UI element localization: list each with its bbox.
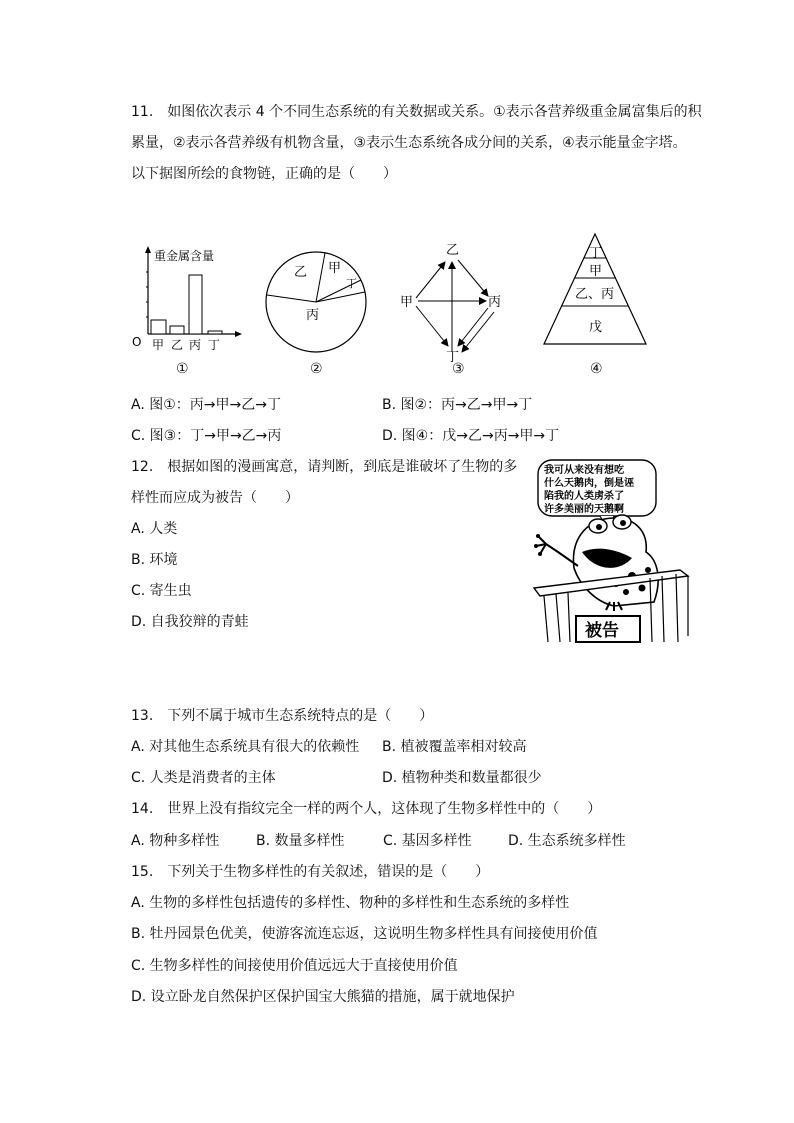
bubble-line-2: 什么天鹅肉，倒是诬	[544, 478, 634, 489]
x-tick-yi: 乙	[171, 338, 184, 352]
arrow-jia-to-ding	[416, 306, 448, 346]
y-axis-arrow	[145, 246, 151, 253]
q15-option-c[interactable]: C. 生物多样性的间接使用价值远远大于直接使用价值	[131, 958, 458, 974]
node-yi: 乙	[446, 243, 460, 258]
node-jia: 甲	[400, 295, 414, 310]
q11-stem-line-2: 累量，②表示各营养级有机物含量，③表示生态系统各成分间的关系，④表示能量金字塔。	[131, 135, 687, 151]
pyramid-level-yi-bing: 乙、丙	[575, 287, 615, 302]
q11-option-b[interactable]: B. 图②：丙→乙→甲→丁	[382, 397, 533, 413]
figure-3-ecosystem-relations	[396, 240, 506, 362]
q13-option-c[interactable]: C. 人类是消费者的主体	[131, 770, 276, 786]
bubble-line-3: 陷我的人类虏杀了	[544, 491, 624, 502]
y-axis-label: 重金属含量	[154, 249, 215, 263]
x-tick-ding: 丁	[208, 338, 221, 352]
q12-stem-line-1: 12. 根据如图的漫画寓意，请判断，到底是谁破坏了生物的多	[131, 459, 518, 475]
q14-option-b[interactable]: B. 数量多样性	[256, 833, 345, 849]
slice-label-bing: 丙	[306, 308, 320, 323]
pyramid-level-ding: 丁	[589, 246, 603, 261]
bar-jia	[151, 320, 166, 334]
q14-stem: 14. 世界上没有指纹完全一样的两个人，这体现了生物多样性中的（ ）	[131, 801, 602, 817]
q12-option-b[interactable]: B. 环境	[131, 552, 178, 568]
q14-option-a[interactable]: A. 物种多样性	[131, 833, 220, 849]
q12-stem-line-2: 样性而应成为被告（ ）	[131, 490, 299, 506]
figure-4-caption: ④	[590, 361, 603, 377]
slice-label-jia: 甲	[328, 261, 342, 276]
q15-option-a[interactable]: A. 生物的多样性包括遗传的多样性、物种的多样性和生态系统的多样性	[131, 895, 570, 911]
q11-option-c[interactable]: C. 图③：丁→甲→乙→丙	[131, 428, 282, 444]
q15-option-d[interactable]: D. 设立卧龙自然保护区保护国宝大熊猫的措施，属于就地保护	[131, 989, 515, 1005]
q14-option-c[interactable]: C. 基因多样性	[383, 833, 472, 849]
arrow-jia-to-yi	[416, 262, 445, 298]
origin-label: O	[132, 335, 142, 349]
q13-option-b[interactable]: B. 植被覆盖率相对较高	[382, 739, 527, 755]
figure-1-heavy-metal-bar-chart	[128, 242, 246, 357]
x-tick-jia: 甲	[152, 338, 165, 352]
q12-option-c[interactable]: C. 寄生虫	[131, 583, 192, 599]
slice-label-yi: 乙	[294, 265, 308, 280]
x-tick-bing: 丙	[189, 338, 202, 352]
node-bing: 丙	[488, 295, 502, 310]
bubble-line-1: 我可从来没有想吃	[544, 465, 624, 476]
q11-option-a[interactable]: A. 图①：丙→甲→乙→丁	[131, 397, 281, 413]
q15-option-b[interactable]: B. 牡丹园景色优美，使游客流连忘返，这说明生物多样性具有间接使用价值	[131, 926, 598, 942]
figure-3-caption: ③	[452, 361, 465, 377]
bar-ding	[208, 331, 222, 334]
pyramid-level-wu: 戊	[589, 320, 603, 335]
defendant-sign-label: 被告	[585, 621, 619, 641]
frog-cartoon	[530, 456, 694, 646]
arrow-yi-to-bing	[458, 260, 488, 296]
q14-option-d[interactable]: D. 生态系统多样性	[508, 833, 626, 849]
arrow-bing-to-ding-2	[462, 312, 494, 352]
q11-stem-line-3: 以下据图所绘的食物链，正确的是（ ）	[131, 166, 397, 182]
bar-yi	[170, 326, 184, 334]
figure-2-organic-matter-pie	[264, 250, 368, 354]
q13-option-d[interactable]: D. 植物种类和数量都很少	[382, 770, 542, 786]
figure-4-energy-pyramid	[542, 232, 648, 346]
bubble-line-4: 许多美丽的天鹅啊	[544, 504, 624, 515]
figure-2-caption: ②	[310, 361, 323, 377]
q11-option-d[interactable]: D. 图④：戊→乙→丙→甲→丁	[382, 428, 560, 444]
q15-stem: 15. 下列关于生物多样性的有关叙述，错误的是（ ）	[131, 864, 490, 880]
slice-label-ding: 丁	[346, 277, 357, 290]
pyramid-level-jia: 甲	[589, 264, 603, 279]
frog-illustration	[534, 515, 658, 611]
arrow-bing-to-ding-1	[458, 308, 488, 346]
q11-stem-line-1: 11. 如图依次表示 4 个不同生态系统的有关数据或关系。①表示各营养级重金属富集后的积	[131, 104, 702, 120]
figure-1-caption: ①	[176, 361, 189, 377]
node-ding: 丁	[446, 350, 460, 362]
bar-bing	[189, 275, 202, 334]
q13-option-a[interactable]: A. 对其他生态系统具有很大的依赖性	[131, 739, 360, 755]
q12-option-d[interactable]: D. 自我狡辩的青蛙	[131, 614, 249, 630]
q12-option-a[interactable]: A. 人类	[131, 521, 178, 537]
q13-stem: 13. 下列不属于城市生态系统特点的是（ ）	[131, 708, 434, 724]
x-axis-arrow	[235, 331, 242, 337]
